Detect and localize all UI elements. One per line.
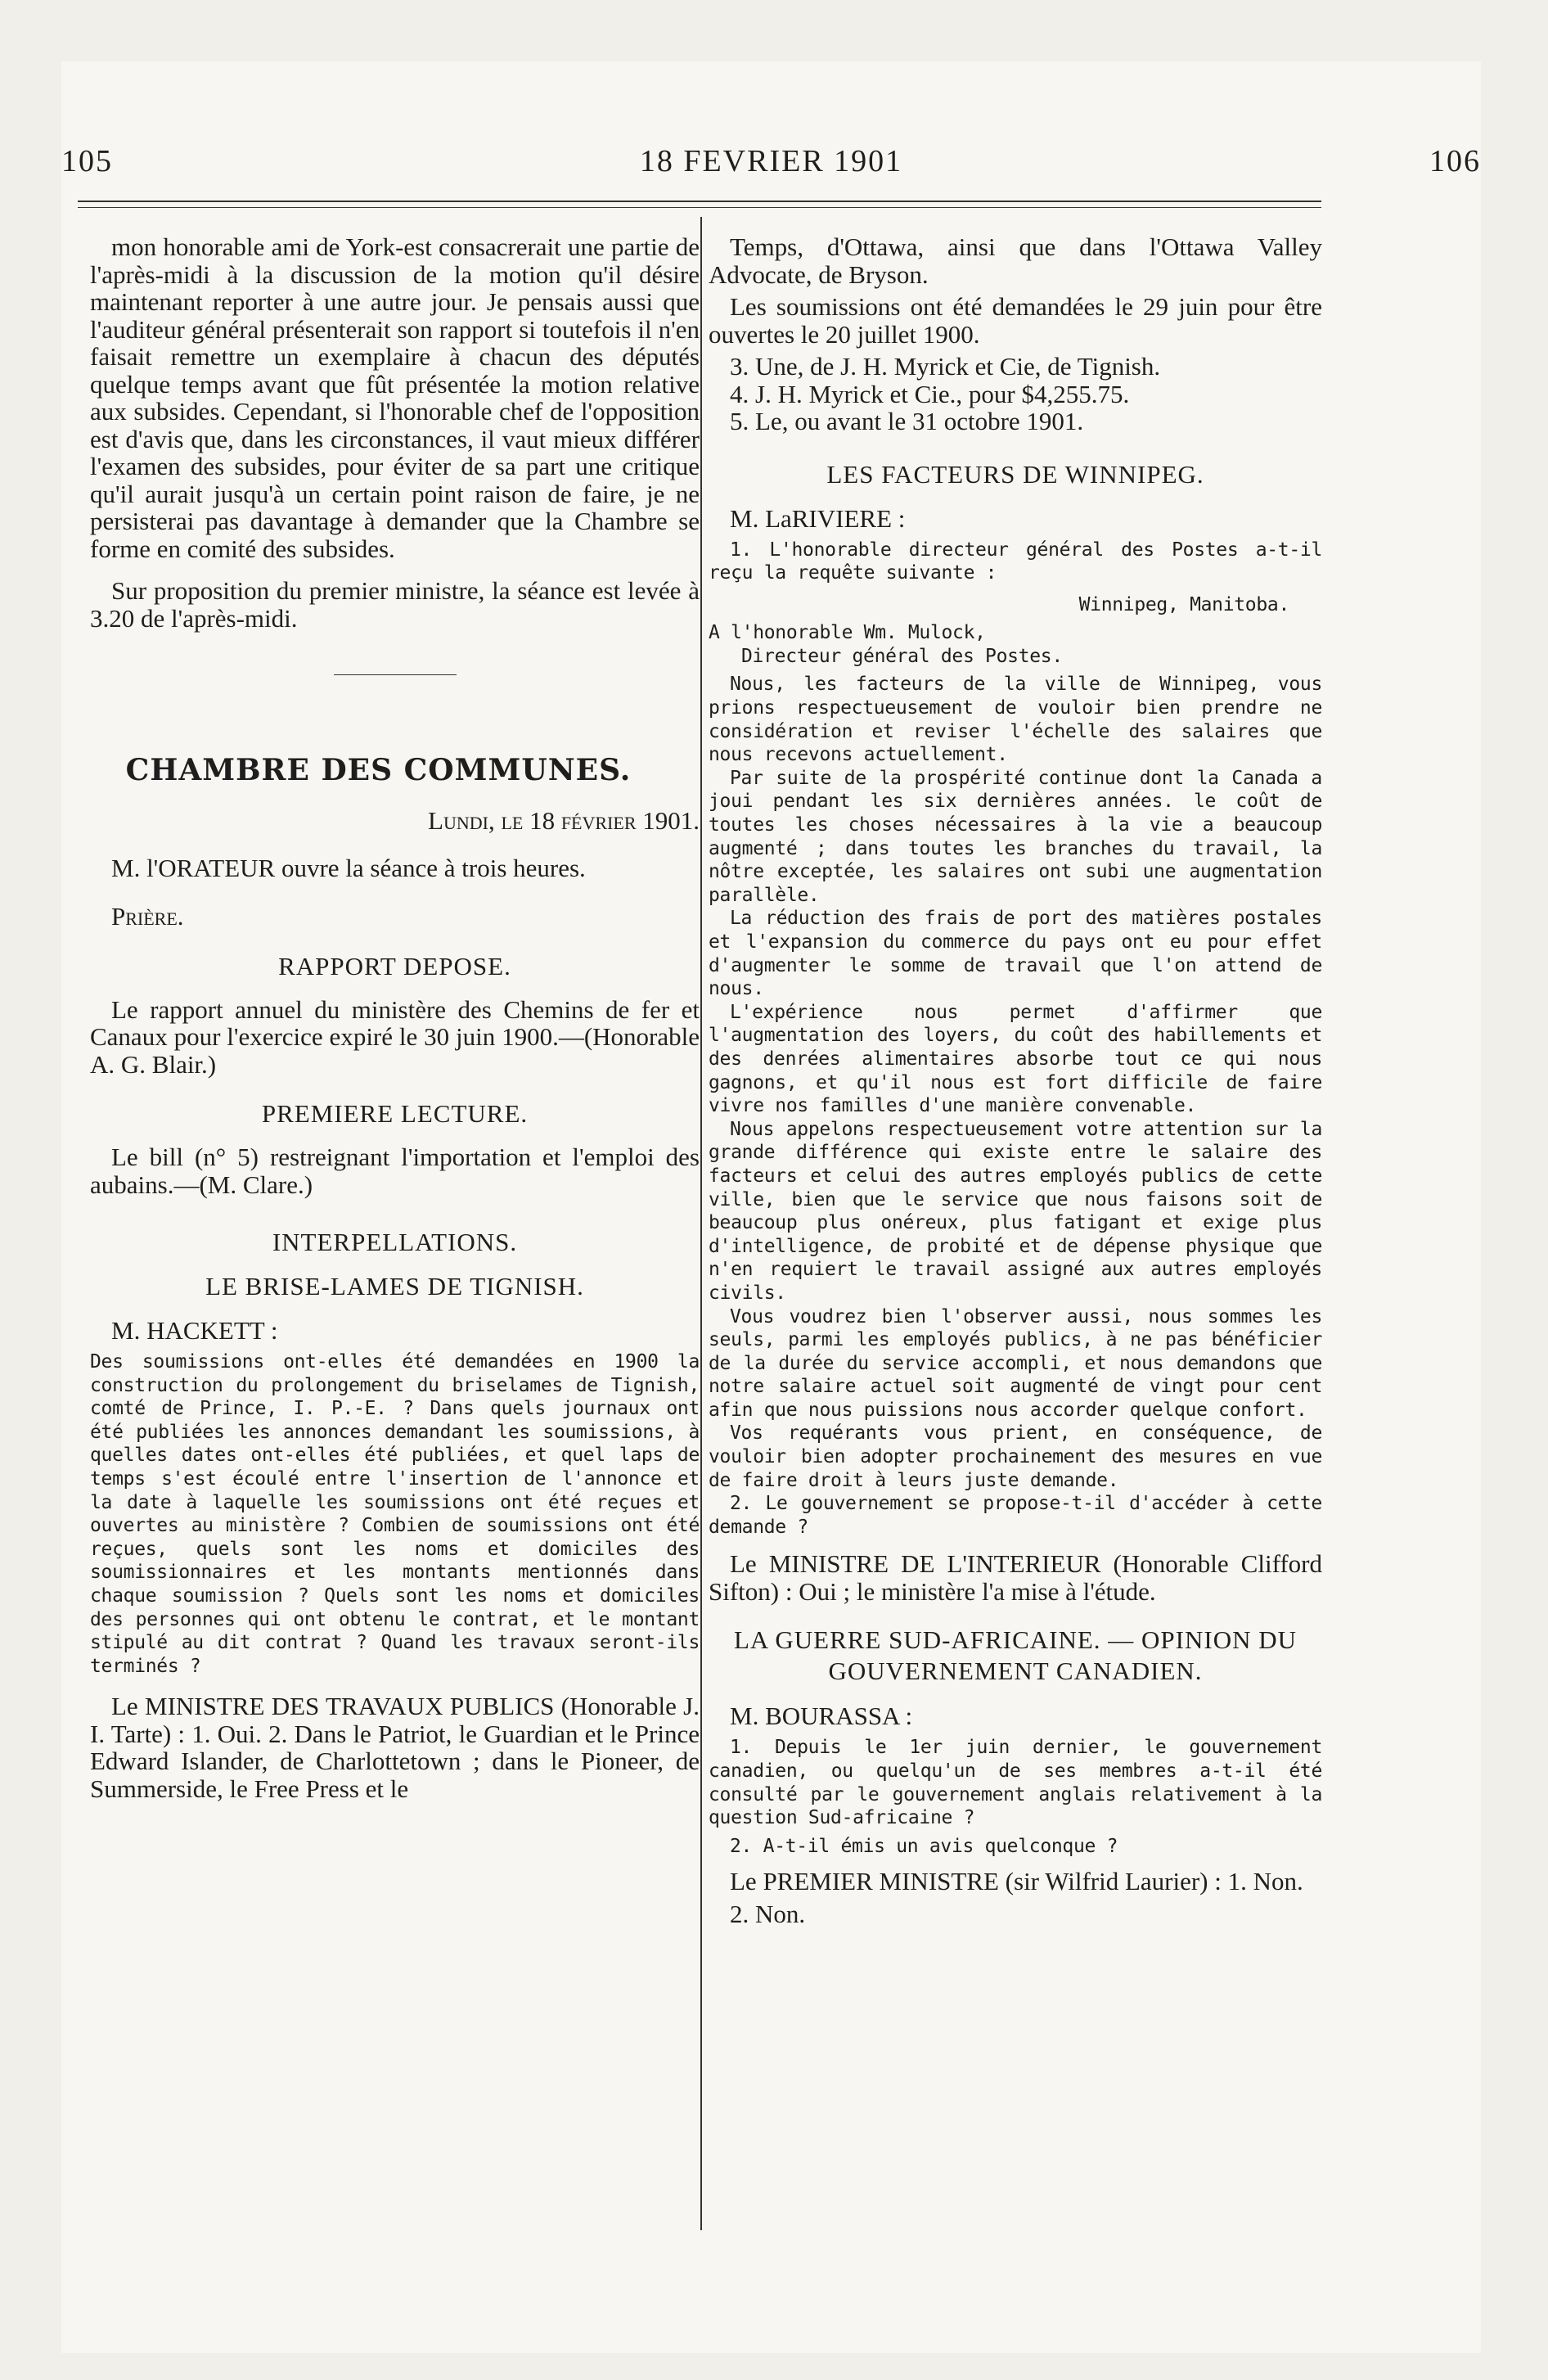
header-rule-thin [78, 207, 1321, 208]
section-heading: LE BRISE-LAMES DE TIGNISH. [205, 1272, 584, 1300]
paragraph: Le PREMIER MINISTRE (sir Wilfrid Laurier) : 1. Non. [730, 1867, 1303, 1896]
document-page [61, 61, 1481, 2353]
column-divider [700, 217, 702, 2230]
petition-paragraph: Nous, les facteurs de la ville de Winnipeg, vous prions respectueusement de vouloir bien prendre ne considération et reviser l'échelle des salaires que nous recevons actuellement. [709, 674, 1322, 766]
chamber-title: CHAMBRE DES COMMUNES. [125, 753, 632, 787]
paragraph: Temps, d'Ottawa, ainsi que dans l'Ottawa Valley Advocate, de Bryson. [709, 232, 1322, 289]
section-heading: LES FACTEURS DE WINNIPEG. [826, 459, 1204, 489]
header-rule [78, 201, 1321, 202]
answer-item: 5. Le, ou avant le 31 octobre 1901. [730, 407, 1084, 435]
letter-address: A l'honorable Wm. Mulock, [709, 622, 986, 644]
paragraph: M. l'ORATEUR ouvre la séance à trois heures. [111, 853, 586, 882]
section-heading: INTERPELLATIONS. [272, 1228, 518, 1256]
right-column [709, 233, 1322, 1932]
answer-item: 3. Une, de J. H. Myrick et Cie, de Tignish. [730, 352, 1161, 381]
left-column [90, 233, 700, 1807]
section-heading: PREMIERE LECTURE. [261, 1099, 529, 1128]
page-header [61, 143, 1481, 192]
question-text: 2. Le gouvernement se propose-t-il d'accéder à cette demande ? [709, 1493, 1322, 1538]
paragraph: Sur proposition du premier ministre, la séance est levée à 3.20 de l'après-midi. [90, 576, 700, 633]
sitting-date: Lundi, le 18 février 1901. [428, 806, 700, 835]
priere-label: Prière. [111, 902, 184, 931]
paragraph: Le MINISTRE DES TRAVAUX PUBLICS (Honorable J. I. Tarte) : 1. Oui. 2. Dans le Patriot, le Guardian et le Prince Edward Islander, de Charlottetown ; dans le Pioneer, de Summerside, le Free Press et le [90, 1692, 700, 1803]
page-number-left: 105 [61, 144, 113, 178]
letter-place: Winnipeg, Manitoba. [1078, 593, 1289, 615]
section-heading: RAPPORT DEPOSE. [278, 951, 511, 980]
question-text: Des soumissions ont-elles été demandées en 1900 la construction du prolongement du briselames de Tignish, comté de Prince, I. P.-E. ? Dans quels journaux ont été publiées les annonces demandant les soumissions, à quelles dates ont-elles été publiées, et quel laps de temps s'est écoulé entre l'insertion de l'annonce et la date à laquelle les soumissions ont été reçues et ouvertes au ministère ? Combien de soumissions ont été reçues, quels sont les noms et domiciles des soumissionnaires et les montants mentionnés dans chaque soumission ? Quels sont les noms et domiciles des personnes qui ont obtenu le contrat, et le montant stipulé au dit contrat ? Quand les travaux seront-ils terminés ? [90, 1351, 700, 1677]
page-number-right: 106 [1429, 144, 1481, 178]
paragraph: Les soumissions ont été demandées le 29 juin pour être ouvertes le 20 juillet 1900. [709, 292, 1322, 349]
paragraph: Le bill (n° 5) restreignant l'importation et l'emploi des aubains.—(M. Clare.) [90, 1143, 700, 1199]
question-text: 1. L'honorable directeur général des Postes a-t-il reçu la requête suivante : [709, 539, 1322, 584]
paragraph: 2. Non. [730, 1899, 806, 1928]
answer-item: 4. J. H. Myrick et Cie., pour $4,255.75. [730, 379, 1130, 408]
letter-address: Directeur général des Postes. [741, 645, 1063, 667]
petition-paragraph: Vous voudrez bien l'observer aussi, nous sommes les seuls, parmi les employés publics, à ne pas bénéficier de la durée du service accompli, et nous demandons que notre salaire actuel soit augmenté de vingt pour cent afin que nous puissions nous accorder quelque confort. [709, 1305, 1322, 1421]
question-text: 1. Depuis le 1er juin dernier, le gouvernement canadien, ou quelqu'un de ses membres a-t-il été consulté par le gouvernement anglais relativement à la question Sud-africaine ? [709, 1737, 1322, 1829]
speaker-name: M. BOURASSA : [730, 1702, 913, 1731]
paragraph: mon honorable ami de York-est consacrerait une partie de l'après-midi à la discussion de la motion qu'il désire maintenant reporter à une autre jour. Je pensais aussi que l'auditeur général présenterait son rapport si toutefois il n'en faisait remettre un exemplaire à chacun des députés quelque temps avant que fût présentée la motion relative aux subsides. Cependant, si l'honorable chef de l'opposition est d'avis que, dans les circonstances, il vaut mieux différer l'examen des subsides, pour éviter de sa part une critique qu'il aurait jusqu'à un certain point raison de faire, je ne persisterai pas davantage à demander que la Chambre se forme en comité des subsides. [90, 232, 700, 563]
header-date: 18 FEVRIER 1901 [639, 144, 903, 178]
section-heading: LA GUERRE SUD-AFRICAINE. — OPINION DU GOUVERNEMENT CANADIEN. [734, 1625, 1297, 1686]
petition-paragraph: La réduction des frais de port des matières postales et l'expansion du commerce du pays ont eu pour effet d'augmenter le somme de travail que l'on attend de nous. [709, 908, 1322, 1000]
petition-paragraph: Vos requérants vous prient, en conséquence, de vouloir bien adopter prochainement des mesures en vue de faire droit à leurs juste demande. [709, 1422, 1322, 1491]
paragraph: Le rapport annuel du ministère des Chemins de fer et Canaux pour l'exercice expiré le 30 juin 1900.—(Honorable A. G. Blair.) [90, 994, 700, 1079]
petition-paragraph: L'expérience nous permet d'affirmer que l'augmentation des loyers, du coût des habillements et des denrées alimentaires absorbe tout ce qui nous gagnons, et qu'il nous est fort difficile de faire vivre nos familles d'une manière convenable. [709, 1001, 1322, 1117]
speaker-name: M. HACKETT : [111, 1316, 278, 1345]
speaker-name: M. LaRIVIERE : [730, 503, 906, 533]
question-text: 2. A-t-il émis un avis quelconque ? [730, 1835, 1118, 1857]
petition-paragraph: Nous appelons respectueusement votre attention sur la grande différence qui existe entre le salaire des facteurs et celui des autres employés publics de cette ville, bien que le service que nous faisons soit de beaucoup plus onéreux, plus fatigant et exige plus d'intelligence, de probité et de dépense physique que n'en requiert le travail assigné aux autres employés civils. [709, 1118, 1322, 1304]
paragraph: Le MINISTRE DE L'INTERIEUR (Honorable Clifford Sifton) : Oui ; le ministère l'a mise à l'étude. [709, 1549, 1322, 1606]
petition-paragraph: Par suite de la prospérité continue dont la Canada a joui pendant les six dernières années. le coût de toutes les choses nécessaires à la vie a beaucoup augmenté ; dans toutes les branches du travail, la nôtre exceptée, les salaires ont subi une augmentation parallèle. [709, 767, 1322, 906]
section-divider [334, 674, 457, 675]
